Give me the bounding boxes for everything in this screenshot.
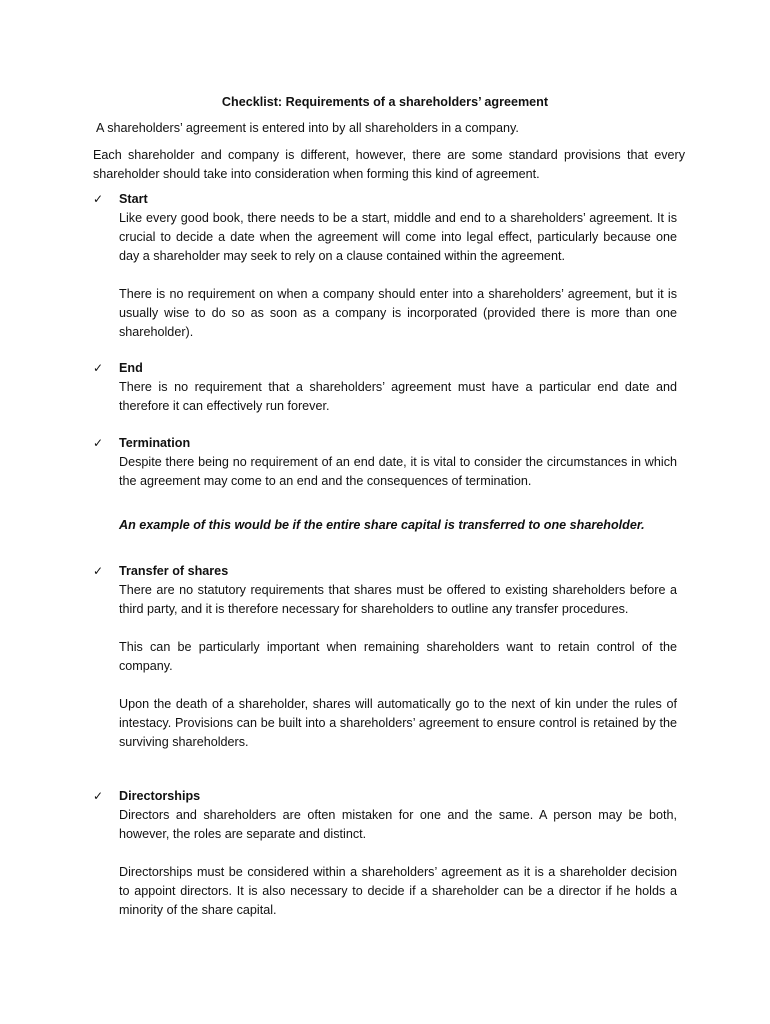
checkmark-icon: ✓	[93, 436, 104, 450]
checkmark-icon: ✓	[93, 192, 104, 206]
section-paragraph: Directors and shareholders are often mistaken for one and the same. A person may be both, however, the roles are separate and distinct.	[119, 808, 677, 841]
section-directorships	[93, 787, 677, 920]
section-paragraph: There is no requirement that a shareholders’ agreement must have a particular end date and therefore it can effectively run forever.	[119, 380, 677, 413]
checkmark-icon: ✓	[93, 564, 104, 578]
section-heading: Start	[119, 192, 148, 206]
section-paragraph: Directorships must be considered within a shareholders’ agreement as it is a shareholder decision to appoint directors. It is also necessary to decide if a shareholder can be a director if he holds a minority of the share capital.	[119, 865, 677, 917]
section-paragraph: There are no statutory requirements that shares must be offered to existing shareholders before a third party, and it is therefore necessary for shareholders to outline any transfer procedures.	[119, 583, 677, 616]
checkmark-icon: ✓	[93, 361, 104, 375]
intro-paragraph-2: Each shareholder and company is different, however, there are some standard provisions that every shareholder should take into consideration when forming this kind of agreement.	[93, 148, 685, 181]
termination-example: An example of this would be if the entire share capital is transferred to one shareholder.	[119, 518, 645, 532]
section-paragraph: Like every good book, there needs to be a start, middle and end to a shareholders’ agreement. It is crucial to decide a date when the agreement will come into legal effect, particularly because one day a shareholder may seek to rely on a clause contained within the agreement.	[119, 211, 677, 263]
section-heading: Directorships	[119, 789, 201, 803]
section-paragraph: This can be particularly important when remaining shareholders want to retain control of the company.	[119, 640, 677, 673]
section-paragraph: Upon the death of a shareholder, shares will automatically go to the next of kin under the rules of intestacy. Provisions can be built into a shareholders’ agreement to ensure control is retained by the surviving shareholders.	[119, 697, 677, 749]
section-paragraph: Despite there being no requirement of an end date, it is vital to consider the circumstances in which the agreement may come to an end and the consequences of termination.	[119, 455, 677, 488]
section-paragraph: There is no requirement on when a company should enter into a shareholders’ agreement, but it is usually wise to do so as soon as a company is incorporated (provided there is more than one shareholder).	[119, 287, 677, 339]
checkmark-icon: ✓	[93, 789, 104, 803]
section-heading: End	[119, 361, 143, 375]
document-title: Checklist: Requirements of a shareholders’ agreement	[221, 95, 549, 109]
section-end	[93, 359, 677, 416]
intro-paragraph-1: A shareholders’ agreement is entered into by all shareholders in a company.	[96, 121, 519, 135]
section-start	[93, 190, 677, 342]
section-heading: Termination	[119, 436, 191, 450]
section-termination	[93, 434, 677, 491]
section-heading: Transfer of shares	[119, 564, 229, 578]
section-transfer-of-shares	[93, 562, 677, 752]
